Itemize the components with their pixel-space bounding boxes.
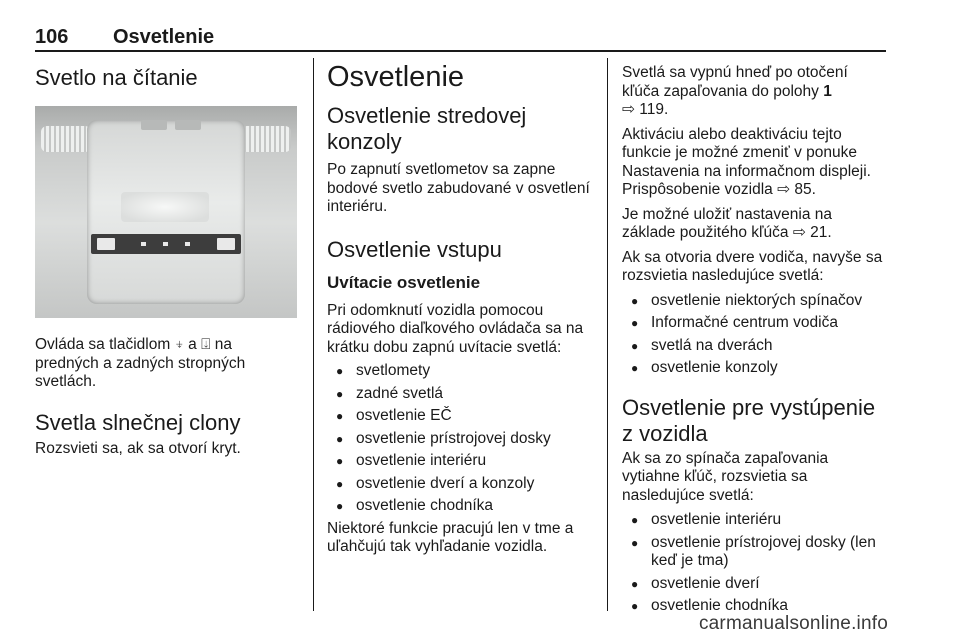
driver-door-lights-list	[622, 292, 888, 378]
site-watermark: carmanualsonline.info	[698, 613, 888, 634]
paragraph-exit-lighting: Ak sa zo spínača zapaľovania vytiahne kľúč, rozsvietia sa nasledujúce svetlá:	[622, 449, 829, 504]
heading-welcome-lighting: Uvítacie osvetlenie	[327, 272, 481, 292]
reading-light-left-switch	[97, 238, 115, 250]
lights-off-text: Svetlá sa vypnú hneď po otočení kľúča zapaľovania do polohy	[622, 64, 848, 100]
list-item: ● svetlá na dverách	[622, 337, 888, 356]
list-item: ● osvetlenie EČ	[327, 407, 593, 426]
heading-console-lighting: Osvetlenie stredovej konzoly	[327, 103, 527, 154]
heading-lighting: Osvetlenie	[327, 61, 465, 93]
paragraph-activation: Aktiváciu alebo deaktiváciu tejto funkcie je možné zmeniť v ponuke Nastavenia na informačnom displeji. Prispôsobenie vozidla ⇨ 85.	[622, 125, 871, 198]
paragraph-sun-visor-light: Rozsvieti sa, ak sa otvorí kryt.	[35, 439, 241, 457]
paragraph-driver-door: Ak sa otvoria dvere vodiča, navyše sa rozsvietia nasledujúce svetlá:	[622, 248, 883, 284]
list-item: ● osvetlenie konzoly	[622, 359, 888, 378]
paragraph-welcome-lighting: Pri odomknutí vozidla pomocou rádiového diaľkového ovládača sa na krátku dobu zapnú uvítacie svetlá:	[327, 301, 584, 356]
paragraph-key-settings: Je možné uložiť nastavenia na základe použitého kľúča ⇨ 21.	[622, 205, 833, 241]
list-item: ● osvetlenie interiéru	[327, 452, 593, 471]
heading-reading-light: Svetlo na čítanie	[35, 65, 198, 90]
heading-sun-visor-light: Svetla slnečnej clony	[35, 409, 241, 435]
column-3	[622, 58, 888, 616]
switch-indicator	[141, 242, 146, 246]
reading-light-right-switch	[217, 238, 235, 250]
list-item: ● svetlomety	[327, 362, 593, 381]
switch-indicator	[185, 242, 190, 246]
column-1	[35, 58, 297, 458]
right-lamp-lens	[241, 126, 291, 152]
ceiling-light-photo	[35, 106, 297, 318]
page-reference: ⇨ 119.	[622, 101, 669, 118]
paragraph-darkness-note: Niektoré funkcie pracujú len v tme a uľahčujú tak vyhľadanie vozidla.	[327, 519, 574, 555]
list-item: ● osvetlenie niektorých spínačov	[622, 292, 888, 311]
welcome-lights-list	[327, 362, 593, 516]
switch-indicator	[163, 242, 168, 246]
paragraph-reading-light: Ovláda sa tlačidlom ⍖ a ⍗ na predných a zadných stropných svetlách.	[35, 336, 246, 390]
ignition-position: 1	[823, 82, 832, 100]
list-item: ● Informačné centrum vodiča	[622, 314, 888, 333]
list-item: ● osvetlenie dverí	[622, 575, 888, 594]
overhead-button	[141, 120, 167, 130]
page-header-title: Osvetlenie	[113, 26, 215, 48]
light-switch-strip	[91, 234, 241, 254]
list-item: ● osvetlenie prístrojovej dosky (len keď je tma)	[622, 534, 888, 571]
column-divider-right	[607, 58, 608, 611]
column-2	[327, 58, 593, 557]
left-lamp-lens	[41, 126, 91, 152]
page-number: 106	[35, 26, 69, 48]
interior-lamp-lens	[121, 192, 209, 222]
overhead-button	[175, 120, 201, 130]
column-divider-left	[313, 58, 314, 611]
list-item: ● osvetlenie prístrojovej dosky	[327, 430, 593, 449]
list-item: ● osvetlenie chodníka	[622, 597, 888, 616]
paragraph-lights-off	[622, 64, 888, 120]
heading-entry-lighting: Osvetlenie vstupu	[327, 236, 502, 262]
header-divider	[35, 50, 886, 52]
paragraph-console-lighting: Po zapnutí svetlometov sa zapne bodové svetlo zabudované v osvetlení interiéru.	[327, 161, 590, 215]
heading-exit-lighting: Osvetlenie pre vystúpenie z vozidla	[622, 394, 876, 446]
list-item: ● osvetlenie chodníka	[327, 497, 593, 516]
exit-lights-list	[622, 511, 888, 616]
list-item: ● zadné svetlá	[327, 385, 593, 404]
list-item: ● osvetlenie dverí a konzoly	[327, 475, 593, 494]
list-item: ● osvetlenie interiéru	[622, 511, 888, 530]
